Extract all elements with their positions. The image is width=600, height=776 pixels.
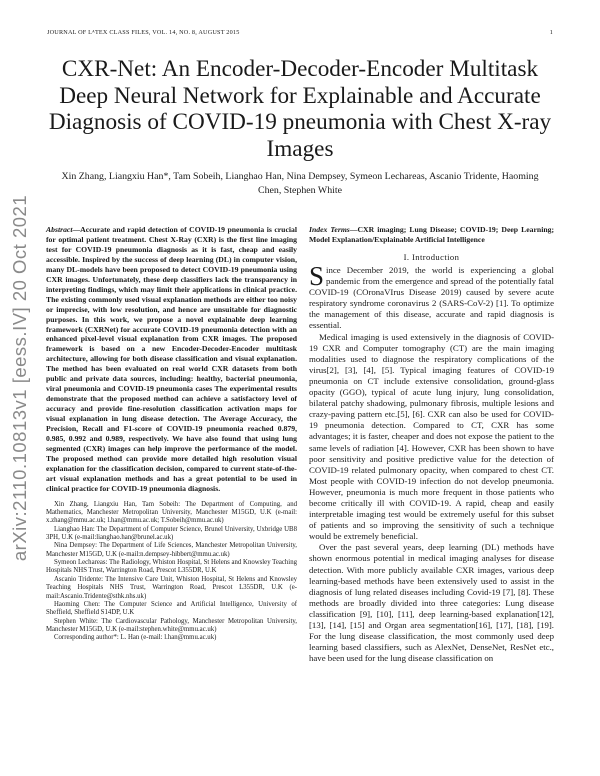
arxiv-stamp [5,192,35,564]
footnote: Ascanio Tridente: The Intensive Care Unit, Whiston Hospital, St Helens and Knowsley Teaching Hospitals NHS Trust, Warrington Road, Prescot L355DR, U.K (e-mail:Ascanio.Tridente@sthk.nhs.uk) [46,575,297,600]
abstract-text: —Accurate and rapid detection of COVID-19 pneumonia is crucial for optimal patient treatment. Chest X-Ray (CXR) is the first line imaging test for COVID-19 pneumonia diagnosis as it is fast, cheap and easily accessible. Inspired by the success of deep learning (DL) in computer vision, many DL-models have been proposed to detect COVID-19 pneumonia using CXR images. Unfortunately, these deep classifiers lack the transparency in interpreting findings, which may limit their applications in clinical practice. The existing commonly used visual explanation methods are either too noisy or imprecise, with low resolution, and hence are unsuitable for diagnostic purposes. In this work, we propose a novel explainable deep learning framework (CXRNet) for accurate COVID-19 pneumonia detection with an enhanced pixel-level visual explanation from CXR images. The proposed framework is based on a new Encoder-Decoder-Encoder multitask architecture, allowing for both disease classification and visual explanation. The method has been evaluated on real world CXR datasets from both public and private data sources, including: healthy, bacterial pneumonia, viral pneumonia and COVID-19 pneumonia cases The experimental results demonstrate that the proposed method can achieve a satisfactory level of accuracy and provide fine-resolution classification activation maps for visual explanation in lung disease detection. The Average Accuracy, the Precision, Recall and F1-score of COVID-19 pneumonia reached 0.879, 0.985, 0.992 and 0.989, respectively. We have also found that using lung segmented (CXR) images can help improve the performance of the model. The proposed method can provide more detailed high resolution visual explanation for the classification decision, compared to current state-of-the-art visual explanation methods and has a great potential to be used in clinical practice for COVID-19 pneumonia diagnosis. [46,225,297,493]
footnote: Xin Zhang, Liangxiu Han, Tam Sobeih: The Department of Computing, and Mathematics, Manchester Metropolitan University, Manchester M15GD, U.K (e-mail: x.zhang@mmu.ac.uk; l.han@mmu.ac.uk; T.Sobeih@mmu.ac.uk) [46,500,297,525]
abstract-label: Abstract [46,225,73,234]
body-paragraph: Over the past several years, deep learning (DL) methods have shown enormous potential in medical imaging analyses for disease detection. With more publicly available CXR images, various deep learning-based methods have been extensively used to assist in the diagnosis of lung related diseases including Covid-19 [7], [8]. These methods are broadly divided into three categories: Lung disease classification [9], [10], [11], deep learning-based explanation[12], [13], [14], [15] and Organ area segmentation[16], [17], [18], [19]. For the lung disease classification, the most commonly used deep learning based classifiers, such as AlexNet, DenseNet, ResNet etc., have been used for the lung disease classification on [309,542,554,664]
footnote: Symeon Lechareas: The Radiology, Whiston Hospital, St Helens and Knowsley Teaching Hospitals NHS Trust, Warrington Road, Prescot L355DR, U.K [46,559,297,575]
paragraph-text: ince December 2019, the world is experiencing a global pandemic from the emergence and spread of the potentially fatal COVID-19 (COronaVIrus Disease 2019) caused by severe acute respiratory syndrome coronavirus 2 (SARS-CoV-2) [1]. To optimize the management of this disease, accurate and rapid diagnosis is essential. [309,265,554,331]
page-number: 1 [549,29,553,36]
footnote: Corresponding author*: L. Han (e-mail: l.han@mmu.ac.uk) [54,634,217,642]
journal-name: JOURNAL OF LᴬTEX CLASS FILES, VOL. 14, NO. 8, AUGUST 2015 [47,29,240,36]
abstract [46,225,297,494]
footnote: Stephen White: The Cardiovascular Pathology, Manchester Metropolitan University, Manchester M15GD, U.K (e-mail:stephen.white@mmu.ac.uk) [46,617,297,633]
author-list: Xin Zhang, Liangxiu Han*, Tam Sobeih, Lianghao Han, Nina Dempsey, Symeon Lechareas, Ascanio Tridente, Haoming Chen, Stephen White [61,171,539,196]
affiliation-footnotes [46,501,297,643]
section-heading: I. Introduction [403,252,460,262]
footnote: Haoming Chen: The Computer Science and Artificial Intelligence, University of Sheffield, Sheffield S14DP, U.K [46,600,297,617]
index-terms-label: Index Terms [309,225,350,234]
footnote: Nina Dempsey: The Department of Life Sciences, Manchester Metropolitan University, Manchester M15GD, U.K (e-mail:n.dempsey-hibbert@mmu.ac.uk) [46,542,297,558]
index-terms-text: —CXR imaging; Lung Disease; COVID-19; Deep Learning; Model Explanation/Explainable Artificial Intelligence [309,225,555,244]
paper-title: CXR-Net: An Encoder-Decoder-Encoder Multitask Deep Neural Network for Explainable and Accurate Diagnosis of COVID-19 pneumonia with Chest X-ray Images [48,56,552,162]
footnote: Lianghao Han: The Department of Computer Science, Brunel University, Uxbridge UB8 3PH, U.K (e-mail:lianghao.han@brunel.ac.uk) [46,525,297,542]
left-column [46,225,297,643]
index-terms [309,225,554,245]
right-column [309,225,554,664]
body-paragraph: Medical imaging is used extensively in the diagnosis of COVID-19 CXR and Computer tomography (CT) are the main imaging modalities used to diagnose the respiratory complications of the virus[2], [3], [4], [5]. Typical imaging features of COVID-19 pneumonia on CT include extensive consolidation, ground-glass opacity (GGO), typical of acute lung injury, lung consolidation, bilateral patchy shadowing, pulmonary fibrosis, multiple lesions and crazy-paving pattern etc.[5], [6]. CXR can also be used for COVID-19 pneumonia detection. Compared to CT, CXR has some advantages; it is faster, cheaper and does not expose the patient to the same levels of radiation [4]. However, CXR has been shown to have poor sensitivity and positive predictive value for the detection of COVID-19 related pulmonary opacity, when compared to chest CT. Most people with COVID-19 infection do not develop pneumonia. However, pneumonia is much more frequent in those patients who become critically ill with COVID-19. A rapid, cheap and easily interpretable imaging test would be extremely useful for this subset of patients and so improving the sensitivity of such a technique would be extremely beneficial. [309,331,554,542]
body-paragraph [309,261,554,332]
arxiv-id: arXiv:2110.10813v1 [eess.IV] 20 Oct 2021 [9,194,30,562]
drop-cap: S [309,261,325,291]
